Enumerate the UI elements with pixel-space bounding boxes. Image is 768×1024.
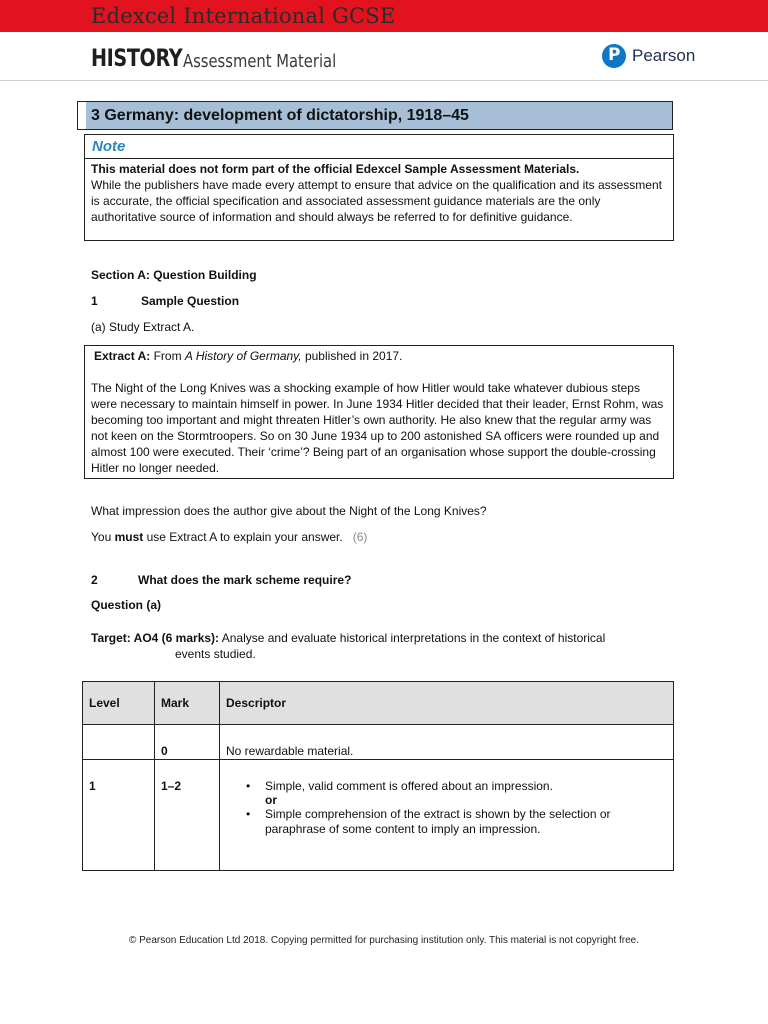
row-level: 1 <box>83 760 155 871</box>
descriptor-bullet: • Simple comprehension of the extract is shown by the selection or paraphrase of some content to imply an impression. <box>246 807 611 836</box>
question-marks: (6) <box>352 530 368 544</box>
brand-title: Edexcel International GCSE <box>91 4 396 28</box>
note-body: While the publishers have made every attempt to ensure that advice on the qualification and its assessment is accurate, the official specification and associated assessment guidance materials are the only authoritative source of information and should always be referred to for definitive guidance. <box>91 178 662 224</box>
extract-box <box>84 345 674 479</box>
target-line: Target: AO4 (6 marks): Analyse and evaluate historical interpretations in the context of historical <box>91 631 606 645</box>
section-title-box <box>77 101 673 130</box>
pearson-logo <box>602 44 695 68</box>
header-mark: Mark <box>155 682 220 725</box>
pearson-logo-icon: P <box>602 44 626 68</box>
row-mark: 0 <box>155 725 220 760</box>
note-box <box>84 134 674 241</box>
table-row <box>83 760 674 871</box>
row-descriptor <box>220 760 674 871</box>
question-number: 1 <box>91 294 98 308</box>
question-label: Sample Question <box>141 294 240 308</box>
descriptor-or: or <box>265 793 277 807</box>
header-divider <box>0 80 768 81</box>
descriptor-bullet: • Simple, valid comment is offered about an impression. <box>246 779 553 793</box>
section-title: 3 Germany: development of dictatorship, 1918–45 <box>91 107 469 124</box>
row-level <box>83 725 155 760</box>
question-instruction: You must use Extract A to explain your answer. (6) <box>91 530 368 544</box>
header-bar <box>0 0 768 32</box>
extract-source: Extract A: From A History of Germany, published in 2017. <box>94 349 403 363</box>
extract-text: The Night of the Long Knives was a shocking example of how Hitler would take whatever dubious steps were necessary to maintain himself in power. In June 1934 Hitler decided that their leader, Ernst Rohm, was becoming too important and might threaten Hitler’s own authority. He also knew that the regular army was not keen on the Stormtroopers. So on 30 June 1934 up to 200 astonished SA officers were rounded up and almost 100 were executed. Their ‘crime’? Being part of an organisation whose support the double-crossing Hitler no longer needed. <box>91 381 664 475</box>
pearson-logo-text: Pearson <box>632 46 696 65</box>
note-disclaimer: This material does not form part of the official Edexcel Sample Assessment Materials. <box>91 162 580 176</box>
copyright-footer: © Pearson Education Ltd 2018. Copying permitted for purchasing institution only. This material is not copyright free. <box>128 935 640 946</box>
note-heading: Note <box>85 135 673 159</box>
mark-scheme-heading: What does the mark scheme require? <box>138 573 352 587</box>
mark-scheme-number: 2 <box>91 573 98 587</box>
subject-heading <box>91 44 337 72</box>
material-subtitle: Assessment Material <box>183 51 337 72</box>
table-row <box>83 725 674 760</box>
section-a-heading: Section A: Question Building <box>91 268 257 282</box>
table-header-row <box>83 682 674 725</box>
subject-title: HISTORY <box>91 44 183 72</box>
row-descriptor: No rewardable material. <box>220 725 674 760</box>
header-level: Level <box>83 682 155 725</box>
mark-scheme-table <box>82 681 674 871</box>
mark-scheme-subheading: Question (a) <box>91 598 162 612</box>
target-continuation: events studied. <box>175 647 256 661</box>
header-descriptor: Descriptor <box>220 682 674 725</box>
question-prompt: What impression does the author give about the Night of the Long Knives? <box>91 504 487 518</box>
part-a-instruction: (a) Study Extract A. <box>91 320 195 334</box>
row-mark: 1–2 <box>155 760 220 871</box>
